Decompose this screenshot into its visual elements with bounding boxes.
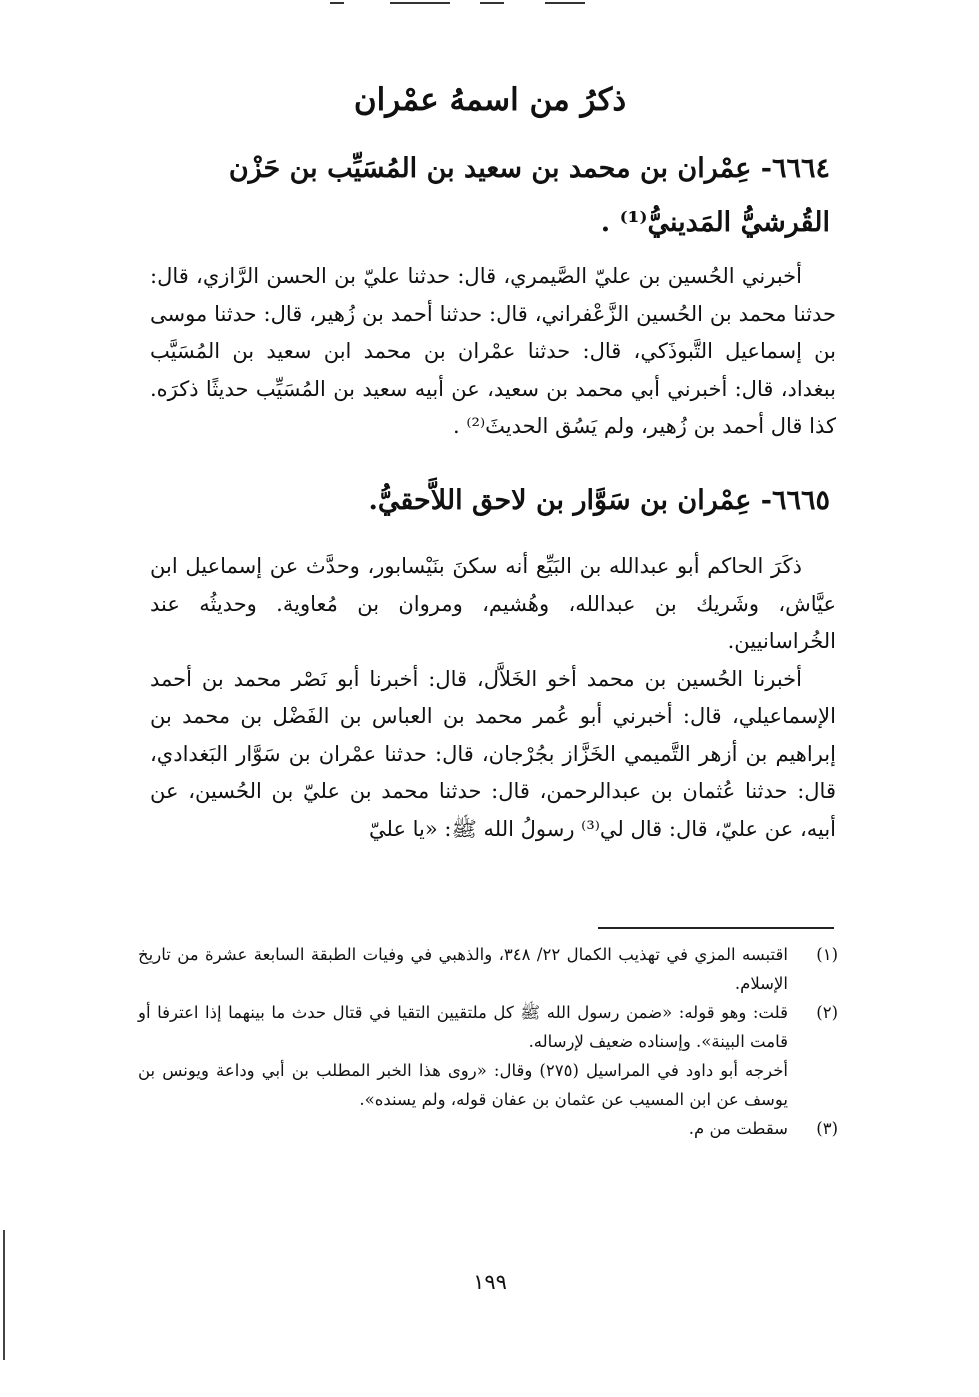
section-title: ذكرُ من اسمهُ عمْران bbox=[353, 82, 627, 118]
paragraph: أخبرني الحُسين بن عليّ الصَّيمري، قال: حدثنا عليّ بن الحسن الرَّازي، قال: حدثنا محمد بن الحُسين الزَّعْفراني، قال: حدثنا أحمد بن زُهير، قال: حدثنا موسى بن إسماعيل التَّبوذَكي، قال: حدثنا عمْران بن محمد ابن سعيد بن المُسَيَّب ببغداد، قال: أخبرني أبي محمد بن سعيد، عن أبيه سعيد بن المُسَيِّب حديثًا ذكرَه. كذا قال أحمد بن زُهير، ولم يَسُق الحديثَ⁽²⁾ . bbox=[150, 264, 836, 438]
footnote-number: (٣) bbox=[816, 1119, 838, 1138]
page-number: ١٩٩ bbox=[473, 1270, 507, 1294]
entry-heading-6664: ٦٦٦٤- عِمْران بن محمد بن سعيد بن المُسَيِّب بن حَزْن القُرشيُّ المَدينيُّ⁽¹⁾ . bbox=[228, 153, 830, 238]
scan-artifact-marks bbox=[330, 0, 590, 8]
entry-heading-6665: ٦٦٦٥- عِمْران بن سَوَّار بن لاحق اللاَّحقيُّ. bbox=[368, 485, 830, 516]
footnote-2-continuation: أخرجه أبو داود في المراسيل (٢٧٥) وقال: «روى هذا الخبر المطلب بن أبي وداعة ويونس بن يوسف عن ابن المسيب عن عثمان بن عفان قوله، ولم يسنده». bbox=[138, 1061, 788, 1109]
footnote-text: سقطت من م. bbox=[688, 1119, 788, 1138]
scan-edge-line bbox=[3, 1230, 5, 1360]
footnote-3 bbox=[138, 1114, 838, 1143]
footnotes bbox=[138, 940, 838, 1143]
footnote-1 bbox=[138, 940, 838, 998]
footnote-text: قلت: وهو قوله: «ضمن رسول الله ﷺ كل ملتقيين التقيا في قتال حدث ما بينهما إذا اعترفا أو قامت البينة». وإسناده ضعيف لإرساله. bbox=[138, 1003, 788, 1051]
entry-body-6665 bbox=[150, 548, 836, 888]
footnote-number: (١) bbox=[816, 945, 838, 964]
paragraph: ذكَرَ الحاكم أبو عبدالله بن البَيِّع أنه سكنَ بنَيْسابور، وحدَّث عن إسماعيل ابن عيَّاش، وشَريك بن عبدالله، وهُشيم، ومروان بن مُعاوية. وحديثُه عند الخُراسانيين. bbox=[150, 554, 836, 653]
footnote-divider bbox=[598, 927, 834, 929]
entry-body-6664 bbox=[150, 258, 836, 484]
footnote-text: اقتبسه المزي في تهذيب الكمال ٢٢/ ٣٤٨، والذهبي في وفيات الطبقة السابعة عشرة من تاريخ الإسلام. bbox=[138, 945, 788, 993]
paragraph: أخبرنا الحُسين بن محمد أخو الخَلاَّل، قال: أخبرنا أبو نَصْر محمد بن أحمد الإسماعيلي، قال: أخبرني أبو عُمر محمد بن العباس بن الفَضْل بن محمد بن إبراهيم بن أزهر التَّميمي الخَزَّاز بجُرْجان، قال: حدثنا عمْران بن سَوَّار البَغدادي، قال: حدثنا عُثمان بن عبدالرحمن، قال: حدثنا محمد بن عليّ بن الحُسين، عن أبيه، عن عليّ، قال: قال لي⁽³⁾ رسولُ الله ﷺ: «يا عليّ bbox=[150, 666, 836, 841]
footnote-2 bbox=[138, 998, 838, 1056]
footnote-number: (٢) bbox=[816, 1003, 838, 1022]
